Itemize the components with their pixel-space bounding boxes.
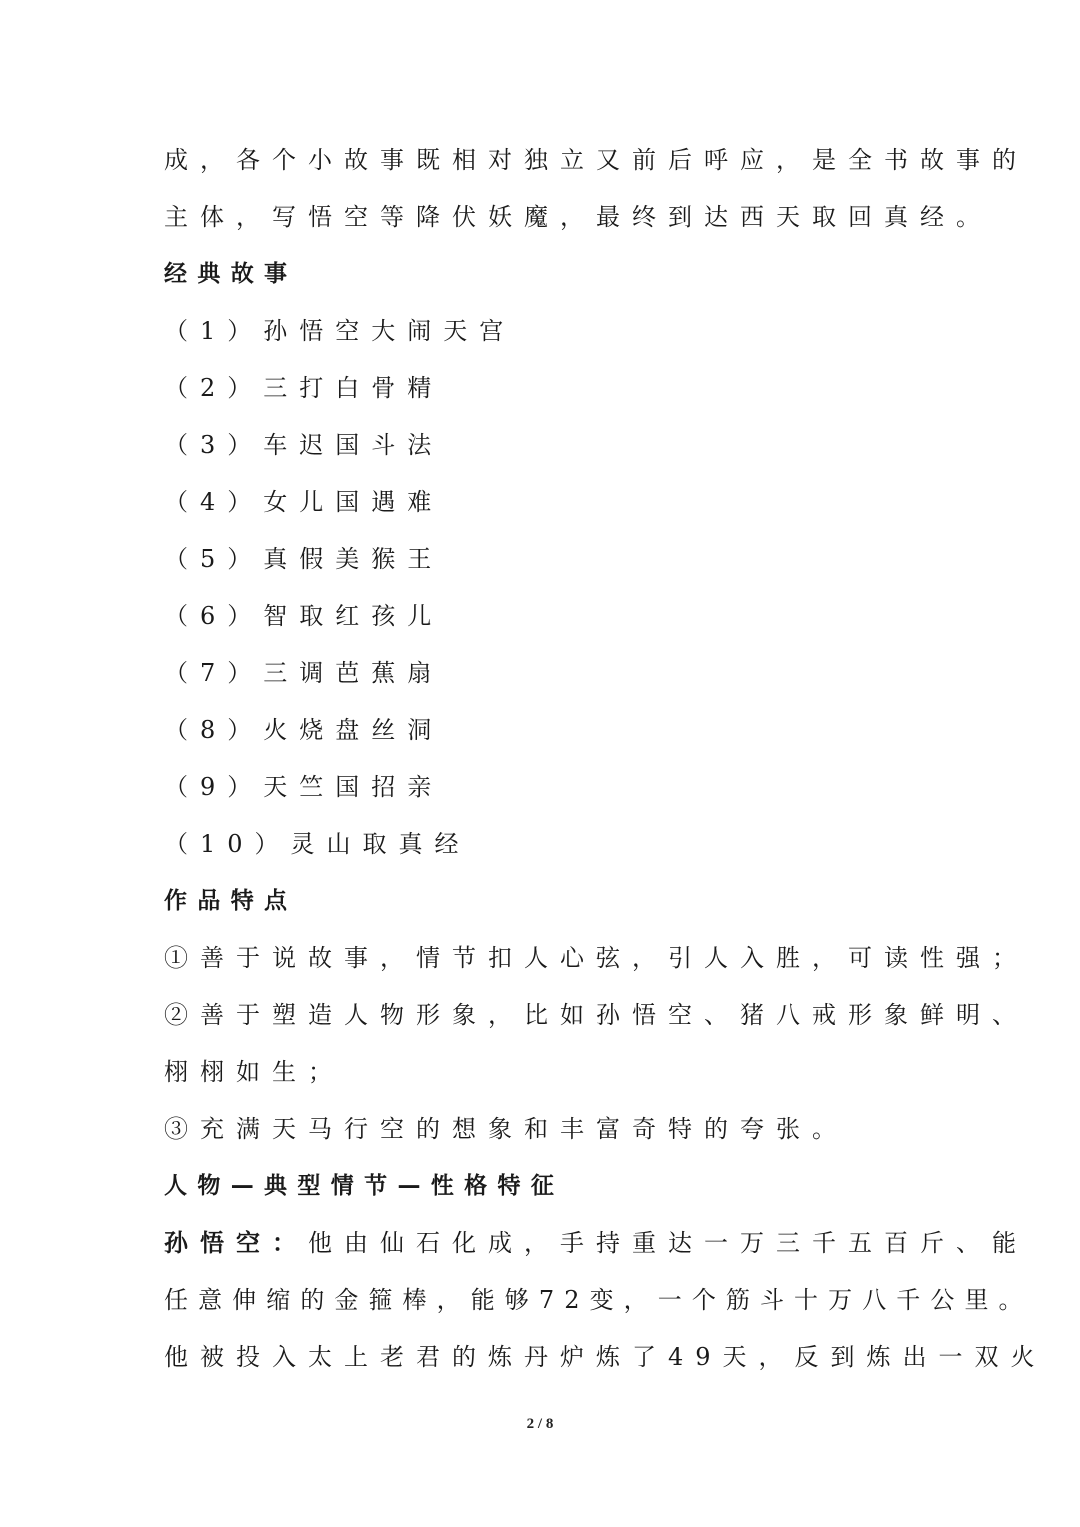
story-item: （3）车迟国斗法 bbox=[164, 431, 444, 459]
story-item: （8）火烧盘丝洞 bbox=[164, 716, 444, 744]
feature-line-1: ①善于说故事，情节扣人心弦，引人入胜，可读性强； bbox=[164, 944, 1028, 972]
story-item: （2）三打白骨精 bbox=[164, 374, 444, 402]
character-description: 他由仙石化成，手持重达一万三千五百斤、能 bbox=[308, 1229, 1028, 1257]
intro-line-2: 主体，写悟空等降伏妖魔，最终到达西天取回真经。 bbox=[164, 203, 992, 231]
story-item: （9）天竺国招亲 bbox=[164, 773, 444, 801]
character-sun-line-3: 他被投入太上老君的炼丹炉炼了49天，反到炼出一双火 bbox=[164, 1343, 1047, 1371]
feature-line-3: 栩栩如生； bbox=[164, 1058, 344, 1086]
story-item: （10）灵山取真经 bbox=[164, 830, 471, 858]
section-heading-features: 作品特点 bbox=[164, 888, 298, 914]
story-item: （1）孙悟空大闹天宫 bbox=[164, 317, 516, 345]
story-item: （4）女儿国遇难 bbox=[164, 488, 444, 516]
character-name-label: 孙悟空： bbox=[164, 1229, 308, 1257]
story-item: （5）真假美猴王 bbox=[164, 545, 444, 573]
section-heading-characters: 人物—典型情节—性格特征 bbox=[164, 1173, 565, 1199]
intro-line-1: 成，各个小故事既相对独立又前后呼应，是全书故事的 bbox=[164, 146, 1028, 174]
character-sun-line-2: 任意伸缩的金箍棒，能够72变，一个筋斗十万八千公里。 bbox=[164, 1286, 1033, 1314]
feature-line-2: ②善于塑造人物形象，比如孙悟空、猪八戒形象鲜明、 bbox=[164, 1001, 1028, 1029]
story-item: （6）智取红孩儿 bbox=[164, 602, 444, 630]
character-sun-line-1 bbox=[164, 1215, 1028, 1272]
page-content bbox=[164, 132, 1047, 1386]
page-number: 2 / 8 bbox=[526, 1416, 554, 1432]
feature-line-4: ③充满天马行空的想象和丰富奇特的夸张。 bbox=[164, 1115, 848, 1143]
section-heading-classic-stories: 经典故事 bbox=[164, 261, 298, 287]
story-item: （7）三调芭蕉扇 bbox=[164, 659, 444, 687]
